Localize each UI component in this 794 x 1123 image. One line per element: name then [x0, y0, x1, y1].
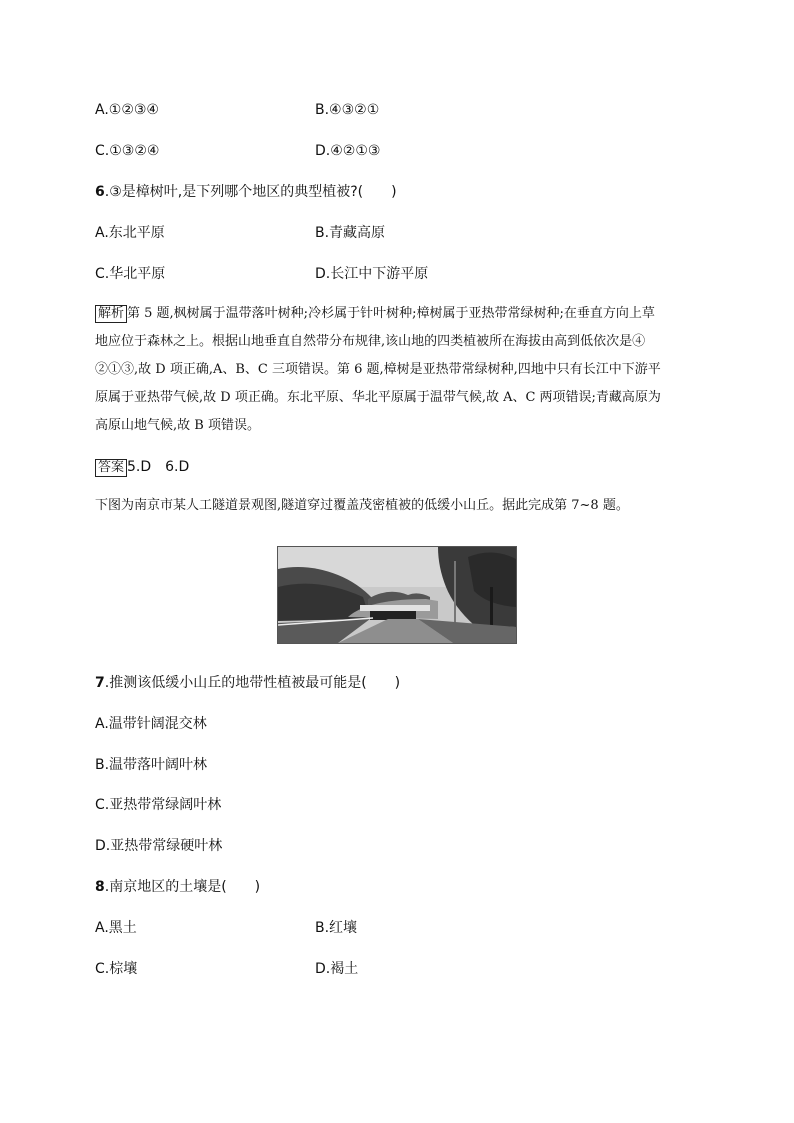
q8-option-b: B.红壤 [315, 920, 358, 936]
q8-options-row-1 [95, 918, 358, 938]
q7-option-b: B.温带落叶阔叶林 [95, 757, 208, 773]
q5-option-b: B.④③②① [315, 102, 380, 118]
explanation-line-2: 地应位于森林之上。根据山地垂直自然带分布规律,该山地的四类植被所在海拔由高到低依次是④ [95, 334, 646, 349]
q8-option-c: C.棕壤 [95, 961, 138, 977]
explanation-line-3: ②①③,故 D 项正确,A、B、C 三项错误。第 6 题,樟树是亚热带常绿树种,四地中只有长江中下游平 [95, 362, 661, 377]
q7-stem-text: .推测该低缓小山丘的地带性植被最可能是( ) [104, 675, 401, 691]
q6-option-d: D.长江中下游平原 [315, 266, 429, 282]
passage-intro: 下图为南京市某人工隧道景观图,隧道穿过覆盖茂密植被的低缓小山丘。据此完成第 7~8 题。 [95, 498, 629, 513]
explanation-tag: 解析 [95, 305, 127, 323]
q6-option-a: A.东北平原 [95, 225, 165, 241]
q5-options-row-1 [95, 100, 380, 120]
answer-tag: 答案 [95, 459, 127, 477]
q6-stem [95, 182, 397, 202]
q8-stem [95, 877, 260, 897]
explanation-line-1: 解析 第 5 题,枫树属于温带落叶树种;冷杉属于针叶树种;樟树属于亚热带常绿树种;在垂直方向上草 [95, 300, 705, 328]
answer-text: 5.D 6.D [127, 459, 190, 475]
q6-options-row-1 [95, 223, 386, 243]
tunnel-landscape-photo [277, 546, 517, 644]
q6-number: 6 [95, 184, 105, 200]
q6-option-c: C.华北平原 [95, 266, 166, 282]
q7-option-c: C.亚热带常绿阔叶林 [95, 797, 222, 813]
q5-option-d: D.④②①③ [315, 143, 381, 159]
explanation-block [95, 300, 705, 440]
q7-option-d: D.亚热带常绿硬叶林 [95, 838, 223, 854]
q7-option-a: A.温带针阔混交林 [95, 716, 207, 732]
q7-stem [95, 673, 400, 693]
q6-options-row-2 [95, 264, 429, 284]
q7-number: 7 [95, 675, 105, 691]
explanation-line-5: 高原山地气候,故 B 项错误。 [95, 418, 260, 433]
q5-option-c: C.①③②④ [95, 143, 160, 159]
q5-option-a: A.①②③④ [95, 102, 159, 118]
q8-number: 8 [95, 879, 105, 895]
explanation-line-4: 原属于亚热带气候,故 D 项正确。东北平原、华北平原属于温带气候,故 A、C 两项错误;青藏高原为 [95, 390, 661, 405]
q8-options-row-2 [95, 959, 359, 979]
q5-options-row-2 [95, 141, 381, 161]
q8-option-d: D.褐土 [315, 961, 359, 977]
answer-row [95, 457, 189, 477]
q6-option-b: B.青藏高原 [315, 225, 386, 241]
q6-stem-text: .③是樟树叶,是下列哪个地区的典型植被?( ) [104, 184, 397, 200]
q8-option-a: A.黑土 [95, 920, 137, 936]
q8-stem-text: .南京地区的土壤是( ) [104, 879, 261, 895]
